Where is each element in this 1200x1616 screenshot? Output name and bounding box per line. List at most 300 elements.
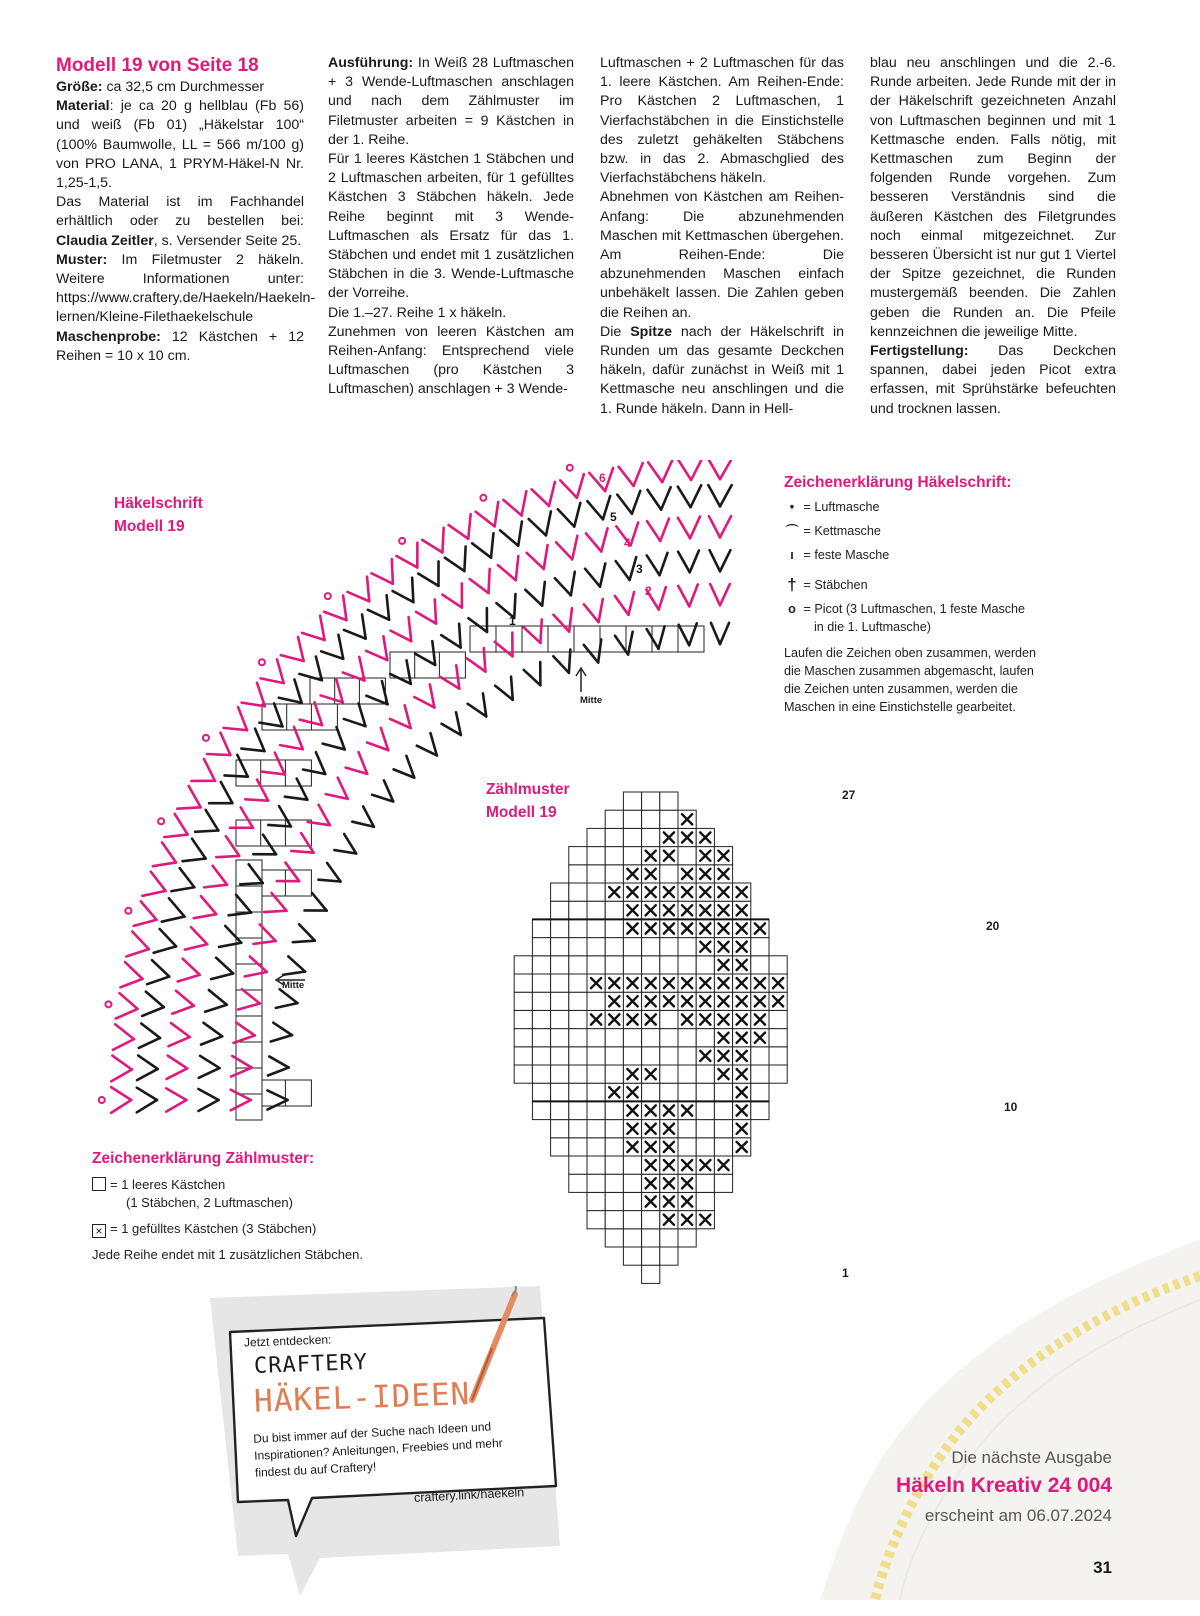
chart-cell <box>569 883 587 901</box>
stitch-mark <box>634 463 643 486</box>
stitch-mark <box>435 599 436 623</box>
stitch-mark <box>327 863 340 882</box>
chart-cell <box>642 956 660 974</box>
stitch-mark <box>269 1056 288 1067</box>
stitch-mark <box>660 553 668 575</box>
chart-cell <box>605 865 623 883</box>
chart-cell <box>623 828 641 846</box>
stitch-mark <box>472 543 491 557</box>
chart-cell <box>714 1120 732 1138</box>
round-number-1: 1 <box>509 614 516 628</box>
stitch-mark <box>146 992 164 1007</box>
stitch-mark <box>470 579 489 593</box>
center-arrow-top <box>576 668 586 692</box>
chart-cell <box>642 1247 660 1265</box>
stitch-mark <box>409 617 412 641</box>
border-square <box>285 1080 311 1106</box>
chart-cell <box>660 1065 678 1083</box>
stitch-mark <box>615 596 629 615</box>
stitch-mark <box>189 786 201 807</box>
chart-cell <box>623 1174 641 1192</box>
stitch-mark <box>271 1035 292 1041</box>
chart-cell <box>587 865 605 883</box>
stitch-mark <box>277 659 284 683</box>
chart-cell <box>551 974 569 992</box>
chart-cell <box>587 992 605 1010</box>
stitch-mark <box>183 959 200 975</box>
chart-cell <box>696 1083 714 1101</box>
chart-cell <box>569 1010 587 1028</box>
chart-cell <box>569 1174 587 1192</box>
stitch-mark <box>175 814 188 835</box>
chart-cell <box>569 992 587 1010</box>
chart-cell <box>569 1083 587 1101</box>
stitch-mark <box>586 533 601 551</box>
stitch-mark <box>525 590 542 606</box>
stitch-mark <box>571 572 575 596</box>
craftery-promo[interactable] <box>210 1286 560 1616</box>
stitch-mark <box>720 485 732 506</box>
stitch-mark <box>689 584 697 606</box>
chart-cell <box>623 956 641 974</box>
chart-cell <box>623 1029 641 1047</box>
stitch-mark <box>204 885 227 888</box>
chart-cell <box>714 1138 732 1156</box>
chart-cell <box>678 1138 696 1156</box>
store-rest: , s. Versender Seite 25. <box>154 233 301 249</box>
stitch-mark <box>678 487 691 508</box>
stitch-mark <box>391 631 412 642</box>
pattern-text: Im Filetmuster 2 häkeln. Weitere Informationen unter: https://www.craftery.de/Haekeln/Haekeln-lernen/Kleine-Filethaekelschule <box>56 252 315 326</box>
chart-cell <box>587 1138 605 1156</box>
stitch-mark <box>169 1037 190 1046</box>
stitch-mark <box>690 516 700 538</box>
stitch-mark <box>647 490 661 510</box>
stitch-mark <box>298 637 304 661</box>
stitch-mark <box>220 733 230 755</box>
stitch-mark <box>599 599 603 622</box>
stitch-mark <box>678 586 689 607</box>
chart-cell <box>587 956 605 974</box>
gauge-label: Maschenprobe: <box>56 329 161 345</box>
stitch-mark <box>216 958 233 974</box>
stitch-mark <box>238 707 247 730</box>
stitch-mark <box>166 1088 186 1100</box>
size-text: ca 32,5 cm Durchmesser <box>103 79 265 95</box>
stitch-mark <box>245 799 268 800</box>
round-number-3: 3 <box>636 562 643 576</box>
stitch-mark <box>294 679 301 702</box>
chart-cell <box>587 1065 605 1083</box>
stitch-mark <box>142 1007 164 1016</box>
promo-link[interactable]: craftery.link/haekeln <box>414 1485 525 1505</box>
border-square <box>285 870 311 896</box>
chart-cell <box>532 1101 550 1119</box>
stitch-mark <box>137 1088 157 1100</box>
stitch-mark <box>678 552 690 573</box>
stitch-mark <box>164 835 187 838</box>
chart-cell <box>623 810 641 828</box>
stitch-mark <box>344 630 366 639</box>
border-square <box>652 626 678 652</box>
chart-cell <box>696 1138 714 1156</box>
chart-cell <box>532 1010 550 1028</box>
stitch-mark <box>518 522 522 546</box>
stitch-mark <box>587 501 603 519</box>
stitch-mark <box>540 619 541 643</box>
stitch-mark <box>574 503 580 527</box>
stitch-mark <box>147 977 169 985</box>
filet-chart <box>480 780 1000 1300</box>
chart-cell <box>678 956 696 974</box>
chart-cell <box>714 1174 732 1192</box>
stitch-mark <box>169 898 185 916</box>
chart-cell <box>751 956 769 974</box>
chart-cell <box>678 1065 696 1083</box>
stitch-mark <box>211 973 233 979</box>
stitch-mark <box>167 1068 188 1078</box>
stitch-mark <box>209 990 227 1005</box>
chart-cell <box>642 828 660 846</box>
chart-cell <box>587 1047 605 1065</box>
legend-slip: = Kettmasche <box>804 522 881 540</box>
chart-cell <box>514 1065 532 1083</box>
promo-intro: Jetzt entdecken: <box>244 1332 332 1349</box>
chart-cell <box>587 1029 605 1047</box>
chart-cell <box>642 1029 660 1047</box>
chart-cell <box>605 1211 623 1229</box>
stitch-mark <box>221 782 233 803</box>
chart-cell <box>587 1083 605 1101</box>
count-legend-title: Zeichenerklärung Zählmuster: <box>92 1150 422 1168</box>
chart-cell <box>660 865 678 883</box>
stitch-mark <box>442 595 461 608</box>
chart-cell <box>569 1047 587 1065</box>
stitch-mark <box>291 851 313 853</box>
instructions-label: Ausführung: <box>328 55 413 71</box>
next-issue-intro: Die nächste Ausgabe <box>951 1448 1112 1468</box>
chart-cell <box>660 1010 678 1028</box>
picot-mark <box>125 908 131 914</box>
chart-cell <box>769 1047 787 1065</box>
chart-cell <box>605 1229 623 1247</box>
chart-cell <box>587 1101 605 1119</box>
stitch-mark <box>206 810 219 831</box>
stitch-mark <box>318 880 340 882</box>
stitch-mark <box>151 872 166 891</box>
column-4 <box>870 54 1116 419</box>
stitch-mark <box>285 797 307 800</box>
stitch-mark <box>647 555 660 575</box>
chart-cell <box>587 919 605 937</box>
stitch-mark <box>180 868 195 887</box>
stitch-mark <box>347 592 369 601</box>
stitch-mark <box>171 887 194 891</box>
stitch-mark <box>549 482 555 506</box>
stitch-mark <box>257 683 265 706</box>
chart-cell <box>569 865 587 883</box>
column-2 <box>328 54 574 400</box>
border-square <box>236 912 262 938</box>
chart-cell <box>678 1083 696 1101</box>
stitch-mark <box>113 1039 134 1050</box>
legend-chain: = Luftmasche <box>804 498 880 516</box>
stitch-mark <box>546 511 551 535</box>
gauge-text: 12 Kästchen + 12 Reihen = 10 x 10 cm. <box>56 329 304 364</box>
chart-cell <box>769 1065 787 1083</box>
chart-cell <box>587 1192 605 1210</box>
stitch-mark <box>316 657 322 681</box>
stitch-mark <box>120 979 142 987</box>
picot-mark <box>480 495 486 501</box>
stitch-mark <box>279 698 302 703</box>
stitch-mark <box>491 533 493 557</box>
row-label-10: 10 <box>1004 1100 1017 1114</box>
chart-cell <box>605 938 623 956</box>
stitch-mark <box>495 686 513 700</box>
stitch-mark <box>141 1023 160 1037</box>
chart-cell <box>551 938 569 956</box>
stitch-mark <box>572 536 577 560</box>
chart-cell <box>587 901 605 919</box>
chart-cell <box>660 1083 678 1101</box>
border-square <box>390 652 416 678</box>
legend-picot-2: in die 1. Luftmasche) <box>784 618 1084 636</box>
round-number-4: 4 <box>624 536 631 550</box>
chart-cell <box>605 1101 623 1119</box>
chart-cell <box>514 992 532 1010</box>
stitch-mark <box>498 565 516 580</box>
chart-cell <box>642 1229 660 1247</box>
picot-mark <box>105 1001 111 1007</box>
picot-icon: o <box>784 600 800 618</box>
chart-cell <box>678 1229 696 1247</box>
stitch-mark <box>445 558 465 571</box>
chart-cell <box>678 938 696 956</box>
stitch-mark <box>204 1023 223 1036</box>
legend-single: = feste Masche <box>804 546 890 564</box>
stitch-mark <box>283 972 305 975</box>
column-3 <box>600 54 844 419</box>
chart-cell <box>769 1029 787 1047</box>
stitch-mark <box>560 480 577 497</box>
stitch-mark <box>137 1069 158 1080</box>
chart-cell <box>569 1156 587 1174</box>
stitch-mark <box>201 1036 222 1044</box>
stitch-mark <box>366 651 387 660</box>
chart-cell <box>569 974 587 992</box>
stitch-mark <box>201 896 216 914</box>
chart-cell <box>623 1247 641 1265</box>
stitch-mark <box>112 1056 131 1070</box>
stitch-mark <box>367 577 369 602</box>
stitch-mark <box>240 883 263 884</box>
stitch-mark <box>710 584 720 605</box>
chart-cell <box>532 938 550 956</box>
stitch-mark <box>344 719 366 726</box>
stitch-mark <box>660 519 669 541</box>
stitch-mark <box>720 623 729 644</box>
chart-cell <box>623 1047 641 1065</box>
picot-mark <box>567 465 573 471</box>
stitch-mark <box>372 573 393 584</box>
stitch-mark <box>115 1024 134 1039</box>
stitch-mark <box>500 530 518 545</box>
stitch-mark <box>162 842 176 862</box>
chart-cell <box>551 1010 569 1028</box>
stitch-mark <box>632 491 640 514</box>
chart-cell <box>551 1083 569 1101</box>
chart-cell <box>532 919 550 937</box>
promo-brand: CRAFTERY <box>254 1350 369 1379</box>
stitch-mark <box>153 862 176 866</box>
center-label-top: Mitte <box>580 695 602 706</box>
stitch-mark <box>362 614 366 638</box>
chart-cell <box>751 1047 769 1065</box>
stitch-mark <box>280 989 298 1003</box>
chart-cell <box>642 1211 660 1229</box>
legend-empty-2: (1 Stäbchen, 2 Luftmaschen) <box>92 1194 422 1212</box>
column-1 <box>56 54 304 366</box>
stitch-mark <box>468 514 470 539</box>
stitch-mark <box>709 516 720 537</box>
chart-cell <box>678 1029 696 1047</box>
chart-cell <box>551 883 569 901</box>
picot-mark <box>99 1097 105 1103</box>
chart-cell <box>751 1101 769 1119</box>
stitch-mark <box>200 1056 219 1068</box>
stitch-mark <box>343 596 346 621</box>
legend-empty: = 1 leeres Kästchen <box>110 1177 225 1192</box>
single-crochet-icon: ı <box>784 546 800 564</box>
stitch-mark <box>176 991 194 1006</box>
legend-double: = Stäbchen <box>804 576 868 594</box>
chart-cell <box>623 938 641 956</box>
stitch-mark <box>711 623 720 644</box>
chart-cell <box>751 1083 769 1101</box>
stitch-mark <box>678 518 690 539</box>
stitch-mark <box>464 547 465 571</box>
stitch-mark <box>255 729 264 751</box>
col3-p3-c: nach der Häkelschrift in Runden um das gesamte Deckchen häkeln, dafür zunächst in Weiß mit 1 Kettmasche neu anschlingen und die 1. Runde häkeln. Dann in Hell- <box>600 324 844 417</box>
stitch-mark <box>467 658 486 671</box>
chart-cell <box>605 1156 623 1174</box>
chart-cell <box>605 919 623 937</box>
stitch-mark <box>264 911 286 912</box>
finishing-text: Das Deckchen spannen, dabei jeden Picot extra erfassen, mit Sprühstärke befeuchten und trocknen lassen. <box>870 343 1116 417</box>
chart-cell <box>569 919 587 937</box>
finishing-label: Fertigstellung: <box>870 343 969 359</box>
border-square <box>236 964 262 990</box>
chart-cell <box>587 828 605 846</box>
center-label-left: Mitte <box>282 980 304 991</box>
chart-cell <box>532 1065 550 1083</box>
stitch-mark <box>168 1056 187 1069</box>
chain-stitch-icon: • <box>784 498 800 516</box>
picot-mark <box>203 735 209 741</box>
stitch-mark <box>154 946 176 952</box>
stitch-mark <box>199 1068 220 1078</box>
stitch-mark <box>440 677 459 689</box>
chart-cell <box>514 956 532 974</box>
chart-cell <box>660 1247 678 1265</box>
stitch-mark <box>216 856 239 857</box>
chart-cell <box>551 1029 569 1047</box>
chart-cell <box>605 1138 623 1156</box>
chart-cell <box>532 974 550 992</box>
chart-cell <box>532 956 550 974</box>
stitch-mark <box>393 591 414 602</box>
stitch-mark <box>556 542 572 559</box>
chart-cell <box>660 792 678 810</box>
border-square <box>439 652 465 678</box>
border-square <box>236 820 262 846</box>
stitch-mark <box>691 485 702 507</box>
round-number-6: 6 <box>599 471 606 485</box>
col2-paragraph-2: Für 1 leeres Kästchen 1 Stäbchen und 2 Luftmaschen arbeiten, für 1 gefülltes Kästchen 3 Stäbchen häkeln. Jede Reihe beginnt mit 3 Wende-Luftmaschen als Ersatz für das 1. Stäbchen und endet mit 1 zusätzlichen Stäbchen in die 3. Wende-Luftmasche der Vorreihe. <box>328 150 574 304</box>
stitch-mark <box>529 519 546 535</box>
stitch-mark <box>616 561 630 580</box>
stitch-mark <box>302 633 325 640</box>
chart-cell <box>623 1211 641 1229</box>
stitch-mark <box>617 495 632 514</box>
material-label: Material <box>56 98 110 114</box>
stitch-mark <box>132 932 149 950</box>
stitch-mark <box>495 502 499 527</box>
stitch-mark <box>532 489 549 506</box>
chart-cell <box>696 1192 714 1210</box>
stitch-mark <box>542 582 545 606</box>
picot-mark <box>158 818 164 824</box>
chart-cell <box>714 1083 732 1101</box>
stitch-mark <box>183 859 206 862</box>
chart-cell <box>642 1047 660 1065</box>
chart-cell <box>660 1229 678 1247</box>
chart-cell <box>623 847 641 865</box>
stitch-mark <box>601 528 607 551</box>
chart-cell <box>642 1265 660 1283</box>
legend-filled: = 1 gefülltes Kästchen (3 Stäbchen) <box>110 1221 316 1236</box>
chart-cell <box>514 1047 532 1065</box>
chart-cell <box>623 1192 641 1210</box>
col3-paragraph-1: Luftmaschen + 2 Luftmaschen für das 1. leere Kästchen. Am Reihen-Ende: Pro Kästchen 2 Luftmaschen, 1 Vierfachstäbchen in die Einstichstelle des zuletzt gehäkelten Stäbchens bzw. in das 2. Abmaschglied des Vierfachstäbchens häkeln. <box>600 54 844 188</box>
crochet-legend <box>784 474 1084 716</box>
col2-paragraph-3: Die 1.–27. Reihe 1 x häkeln. <box>328 304 574 323</box>
stitch-mark <box>198 1100 218 1111</box>
crochet-legend-title: Zeichenerklärung Häkelschrift: <box>784 474 1084 492</box>
doily-photo <box>800 1240 1200 1600</box>
stitch-mark <box>281 655 304 661</box>
stitch-mark <box>171 1023 190 1037</box>
chart-cell <box>551 1065 569 1083</box>
chart-cell <box>678 1047 696 1065</box>
stitch-mark <box>195 830 218 831</box>
row-label-1: 1 <box>842 1266 849 1280</box>
col3-p3-bold: Spitze <box>630 324 672 340</box>
chart-cell <box>569 1101 587 1119</box>
chart-cell <box>660 1047 678 1065</box>
chart-cell <box>551 1101 569 1119</box>
stitch-mark <box>577 474 584 498</box>
stitch-mark <box>631 522 639 545</box>
chart-cell <box>605 1120 623 1138</box>
chart-cell <box>587 1156 605 1174</box>
stitch-mark <box>111 1070 132 1082</box>
stitch-mark <box>449 525 469 539</box>
stitch-mark <box>119 993 137 1009</box>
stitch-mark <box>134 920 157 926</box>
stitch-mark <box>368 610 389 620</box>
